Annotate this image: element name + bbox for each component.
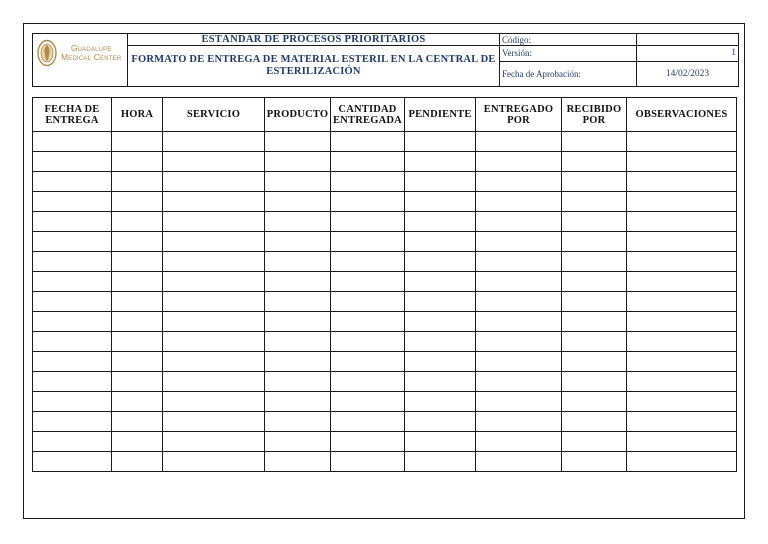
table-cell[interactable] — [476, 172, 562, 192]
table-cell[interactable] — [562, 152, 627, 172]
table-cell[interactable] — [405, 352, 476, 372]
table-cell[interactable] — [265, 372, 331, 392]
version-label: Versión: — [500, 46, 637, 61]
table-cell[interactable] — [33, 212, 112, 232]
table-cell[interactable] — [163, 212, 265, 232]
table-cell[interactable] — [265, 312, 331, 332]
table-cell[interactable] — [265, 252, 331, 272]
logo-cell — [33, 34, 128, 87]
table-cell[interactable] — [627, 392, 737, 412]
table-cell[interactable] — [476, 152, 562, 172]
table-cell[interactable] — [562, 132, 627, 152]
table-cell[interactable] — [331, 272, 405, 292]
table-cell[interactable] — [163, 292, 265, 312]
table-cell[interactable] — [163, 332, 265, 352]
table-cell[interactable] — [405, 292, 476, 312]
table-cell[interactable] — [476, 252, 562, 272]
table-cell[interactable] — [163, 132, 265, 152]
col-entregado-por: ENTREGADO POR — [476, 98, 562, 132]
table-cell[interactable] — [33, 252, 112, 272]
col-servicio: SERVICIO — [163, 98, 265, 132]
table-cell[interactable] — [331, 252, 405, 272]
table-cell[interactable] — [265, 172, 331, 192]
table-cell[interactable] — [627, 412, 737, 432]
table-cell[interactable] — [33, 392, 112, 412]
table-cell[interactable] — [163, 252, 265, 272]
table-cell[interactable] — [163, 192, 265, 212]
table-row — [33, 152, 737, 172]
codigo-label: Código: — [500, 34, 637, 46]
table-cell[interactable] — [265, 292, 331, 312]
table-row — [33, 392, 737, 412]
table-cell[interactable] — [405, 392, 476, 412]
table-cell[interactable] — [476, 352, 562, 372]
table-cell[interactable] — [405, 312, 476, 332]
table-cell[interactable] — [562, 392, 627, 412]
table-cell[interactable] — [562, 192, 627, 212]
table-cell[interactable] — [627, 212, 737, 232]
table-cell[interactable] — [163, 152, 265, 172]
table-cell[interactable] — [405, 252, 476, 272]
table-cell[interactable] — [476, 432, 562, 452]
table-cell[interactable] — [331, 232, 405, 252]
guadalupe-logo — [37, 39, 121, 67]
table-cell[interactable] — [405, 432, 476, 452]
table-cell[interactable] — [331, 312, 405, 332]
table-cell[interactable] — [476, 132, 562, 152]
table-cell[interactable] — [476, 272, 562, 292]
table-row — [33, 312, 737, 332]
table-cell[interactable] — [33, 352, 112, 372]
table-cell[interactable] — [331, 372, 405, 392]
table-row — [33, 212, 737, 232]
table-cell[interactable] — [562, 372, 627, 392]
table-cell[interactable] — [562, 352, 627, 372]
table-cell[interactable] — [562, 232, 627, 252]
table-row — [33, 292, 737, 312]
table-cell[interactable] — [163, 172, 265, 192]
table-row — [33, 432, 737, 452]
table-cell[interactable] — [562, 172, 627, 192]
table-cell[interactable] — [627, 132, 737, 152]
table-cell[interactable] — [405, 332, 476, 352]
table-cell[interactable] — [112, 192, 163, 212]
table-cell[interactable] — [33, 432, 112, 452]
table-cell[interactable] — [33, 172, 112, 192]
table-cell[interactable] — [265, 232, 331, 252]
table-cell[interactable] — [476, 412, 562, 432]
table-cell[interactable] — [331, 152, 405, 172]
table-cell[interactable] — [33, 332, 112, 352]
table-cell[interactable] — [33, 192, 112, 212]
table-cell[interactable] — [265, 272, 331, 292]
table-cell[interactable] — [265, 352, 331, 372]
table-row — [33, 412, 737, 432]
table-cell[interactable] — [476, 452, 562, 472]
form-subtitle: FORMATO DE ENTREGA DE MATERIAL ESTERIL EN LA CENTRAL DE ESTERILIZACIÓN — [128, 46, 500, 87]
version-value: 1 — [637, 46, 739, 61]
table-cell[interactable] — [331, 132, 405, 152]
table-cell[interactable] — [476, 232, 562, 252]
table-cell[interactable] — [112, 172, 163, 192]
table-cell[interactable] — [265, 432, 331, 452]
table-cell[interactable] — [112, 272, 163, 292]
col-observaciones: OBSERVACIONES — [627, 98, 737, 132]
table-cell[interactable] — [562, 452, 627, 472]
table-cell[interactable] — [331, 352, 405, 372]
table-cell[interactable] — [627, 232, 737, 252]
table-cell[interactable] — [33, 452, 112, 472]
table-cell[interactable] — [331, 292, 405, 312]
table-cell[interactable] — [265, 212, 331, 232]
table-cell[interactable] — [331, 432, 405, 452]
col-cantidad-entregada: CANTIDAD ENTREGADA — [331, 98, 405, 132]
col-fecha-entrega: FECHA DE ENTREGA — [33, 98, 112, 132]
table-row — [33, 272, 737, 292]
table-cell[interactable] — [265, 332, 331, 352]
table-cell[interactable] — [405, 232, 476, 252]
table-cell[interactable] — [627, 432, 737, 452]
table-cell[interactable] — [112, 252, 163, 272]
table-cell[interactable] — [476, 332, 562, 352]
table-cell[interactable] — [476, 212, 562, 232]
table-cell[interactable] — [265, 392, 331, 412]
table-cell[interactable] — [112, 412, 163, 432]
table-cell[interactable] — [627, 332, 737, 352]
table-cell[interactable] — [331, 192, 405, 212]
table-cell[interactable] — [627, 372, 737, 392]
table-cell[interactable] — [112, 292, 163, 312]
table-cell[interactable] — [627, 352, 737, 372]
form-header — [32, 33, 739, 87]
table-cell[interactable] — [112, 452, 163, 472]
table-cell[interactable] — [331, 452, 405, 472]
table-cell[interactable] — [627, 292, 737, 312]
table-cell[interactable] — [163, 452, 265, 472]
table-cell[interactable] — [33, 152, 112, 172]
table-cell[interactable] — [476, 392, 562, 412]
fecha-aprobacion-label: Fecha de Aprobación: — [500, 61, 637, 87]
guadalupe-emblem-icon — [37, 39, 57, 67]
table-cell[interactable] — [265, 452, 331, 472]
table-cell[interactable] — [331, 172, 405, 192]
logo-line-2: Medical Center — [61, 52, 122, 62]
table-cell[interactable] — [33, 312, 112, 332]
table-cell[interactable] — [163, 412, 265, 432]
table-header-row — [33, 98, 737, 132]
table-cell[interactable] — [405, 172, 476, 192]
table-cell[interactable] — [112, 352, 163, 372]
table-cell[interactable] — [265, 192, 331, 212]
col-producto: PRODUCTO — [265, 98, 331, 132]
table-row — [33, 372, 737, 392]
table-row — [33, 192, 737, 212]
table-cell[interactable] — [562, 252, 627, 272]
table-cell[interactable] — [562, 212, 627, 232]
table-cell[interactable] — [405, 372, 476, 392]
table-cell[interactable] — [405, 452, 476, 472]
table-cell[interactable] — [405, 152, 476, 172]
table-row — [33, 332, 737, 352]
table-cell[interactable] — [163, 432, 265, 452]
table-cell[interactable] — [265, 152, 331, 172]
table-cell[interactable] — [562, 332, 627, 352]
table-row — [33, 352, 737, 372]
table-cell[interactable] — [405, 192, 476, 212]
table-cell[interactable] — [331, 412, 405, 432]
table-cell[interactable] — [627, 272, 737, 292]
logo-line-1: Guadalupe — [70, 43, 112, 53]
table-cell[interactable] — [112, 332, 163, 352]
table-row — [33, 172, 737, 192]
table-cell[interactable] — [112, 372, 163, 392]
table-cell[interactable] — [265, 412, 331, 432]
table-cell[interactable] — [112, 132, 163, 152]
table-cell[interactable] — [33, 412, 112, 432]
table-cell[interactable] — [405, 412, 476, 432]
table-cell[interactable] — [112, 432, 163, 452]
table-cell[interactable] — [331, 332, 405, 352]
table-cell[interactable] — [476, 192, 562, 212]
form-title: ESTÁNDAR DE PROCESOS PRIORITARIOS — [128, 34, 500, 46]
table-row — [33, 452, 737, 472]
table-cell[interactable] — [33, 232, 112, 252]
table-cell[interactable] — [112, 232, 163, 252]
table-cell[interactable] — [163, 312, 265, 332]
table-cell[interactable] — [476, 312, 562, 332]
table-cell[interactable] — [331, 392, 405, 412]
table-cell[interactable] — [163, 372, 265, 392]
table-row — [33, 232, 737, 252]
table-cell[interactable] — [265, 132, 331, 152]
table-cell[interactable] — [163, 352, 265, 372]
table-cell[interactable] — [331, 212, 405, 232]
codigo-value — [637, 34, 739, 46]
table-cell[interactable] — [33, 132, 112, 152]
table-cell[interactable] — [112, 152, 163, 172]
col-recibido-por: RECIBIDO POR — [562, 98, 627, 132]
table-cell[interactable] — [405, 272, 476, 292]
table-row — [33, 252, 737, 272]
fecha-aprobacion-value: 14/02/2023 — [637, 61, 739, 87]
table-cell[interactable] — [627, 312, 737, 332]
table-row — [33, 132, 737, 152]
table-cell[interactable] — [33, 292, 112, 312]
table-cell[interactable] — [562, 292, 627, 312]
table-cell[interactable] — [33, 272, 112, 292]
table-cell[interactable] — [112, 312, 163, 332]
table-cell[interactable] — [163, 272, 265, 292]
table-cell[interactable] — [562, 432, 627, 452]
table-cell[interactable] — [476, 372, 562, 392]
table-cell[interactable] — [405, 132, 476, 152]
table-cell[interactable] — [627, 452, 737, 472]
delivery-log-table — [32, 97, 737, 472]
table-cell[interactable] — [112, 212, 163, 232]
table-cell[interactable] — [405, 212, 476, 232]
table-cell[interactable] — [627, 192, 737, 212]
table-cell[interactable] — [33, 372, 112, 392]
table-cell[interactable] — [163, 392, 265, 412]
table-cell[interactable] — [627, 152, 737, 172]
table-cell[interactable] — [627, 172, 737, 192]
table-cell[interactable] — [476, 292, 562, 312]
table-cell[interactable] — [163, 232, 265, 252]
col-hora: HORA — [112, 98, 163, 132]
table-cell[interactable] — [627, 252, 737, 272]
table-cell[interactable] — [562, 412, 627, 432]
col-pendiente: PENDIENTE — [405, 98, 476, 132]
table-cell[interactable] — [562, 312, 627, 332]
table-cell[interactable] — [562, 272, 627, 292]
table-cell[interactable] — [112, 392, 163, 412]
